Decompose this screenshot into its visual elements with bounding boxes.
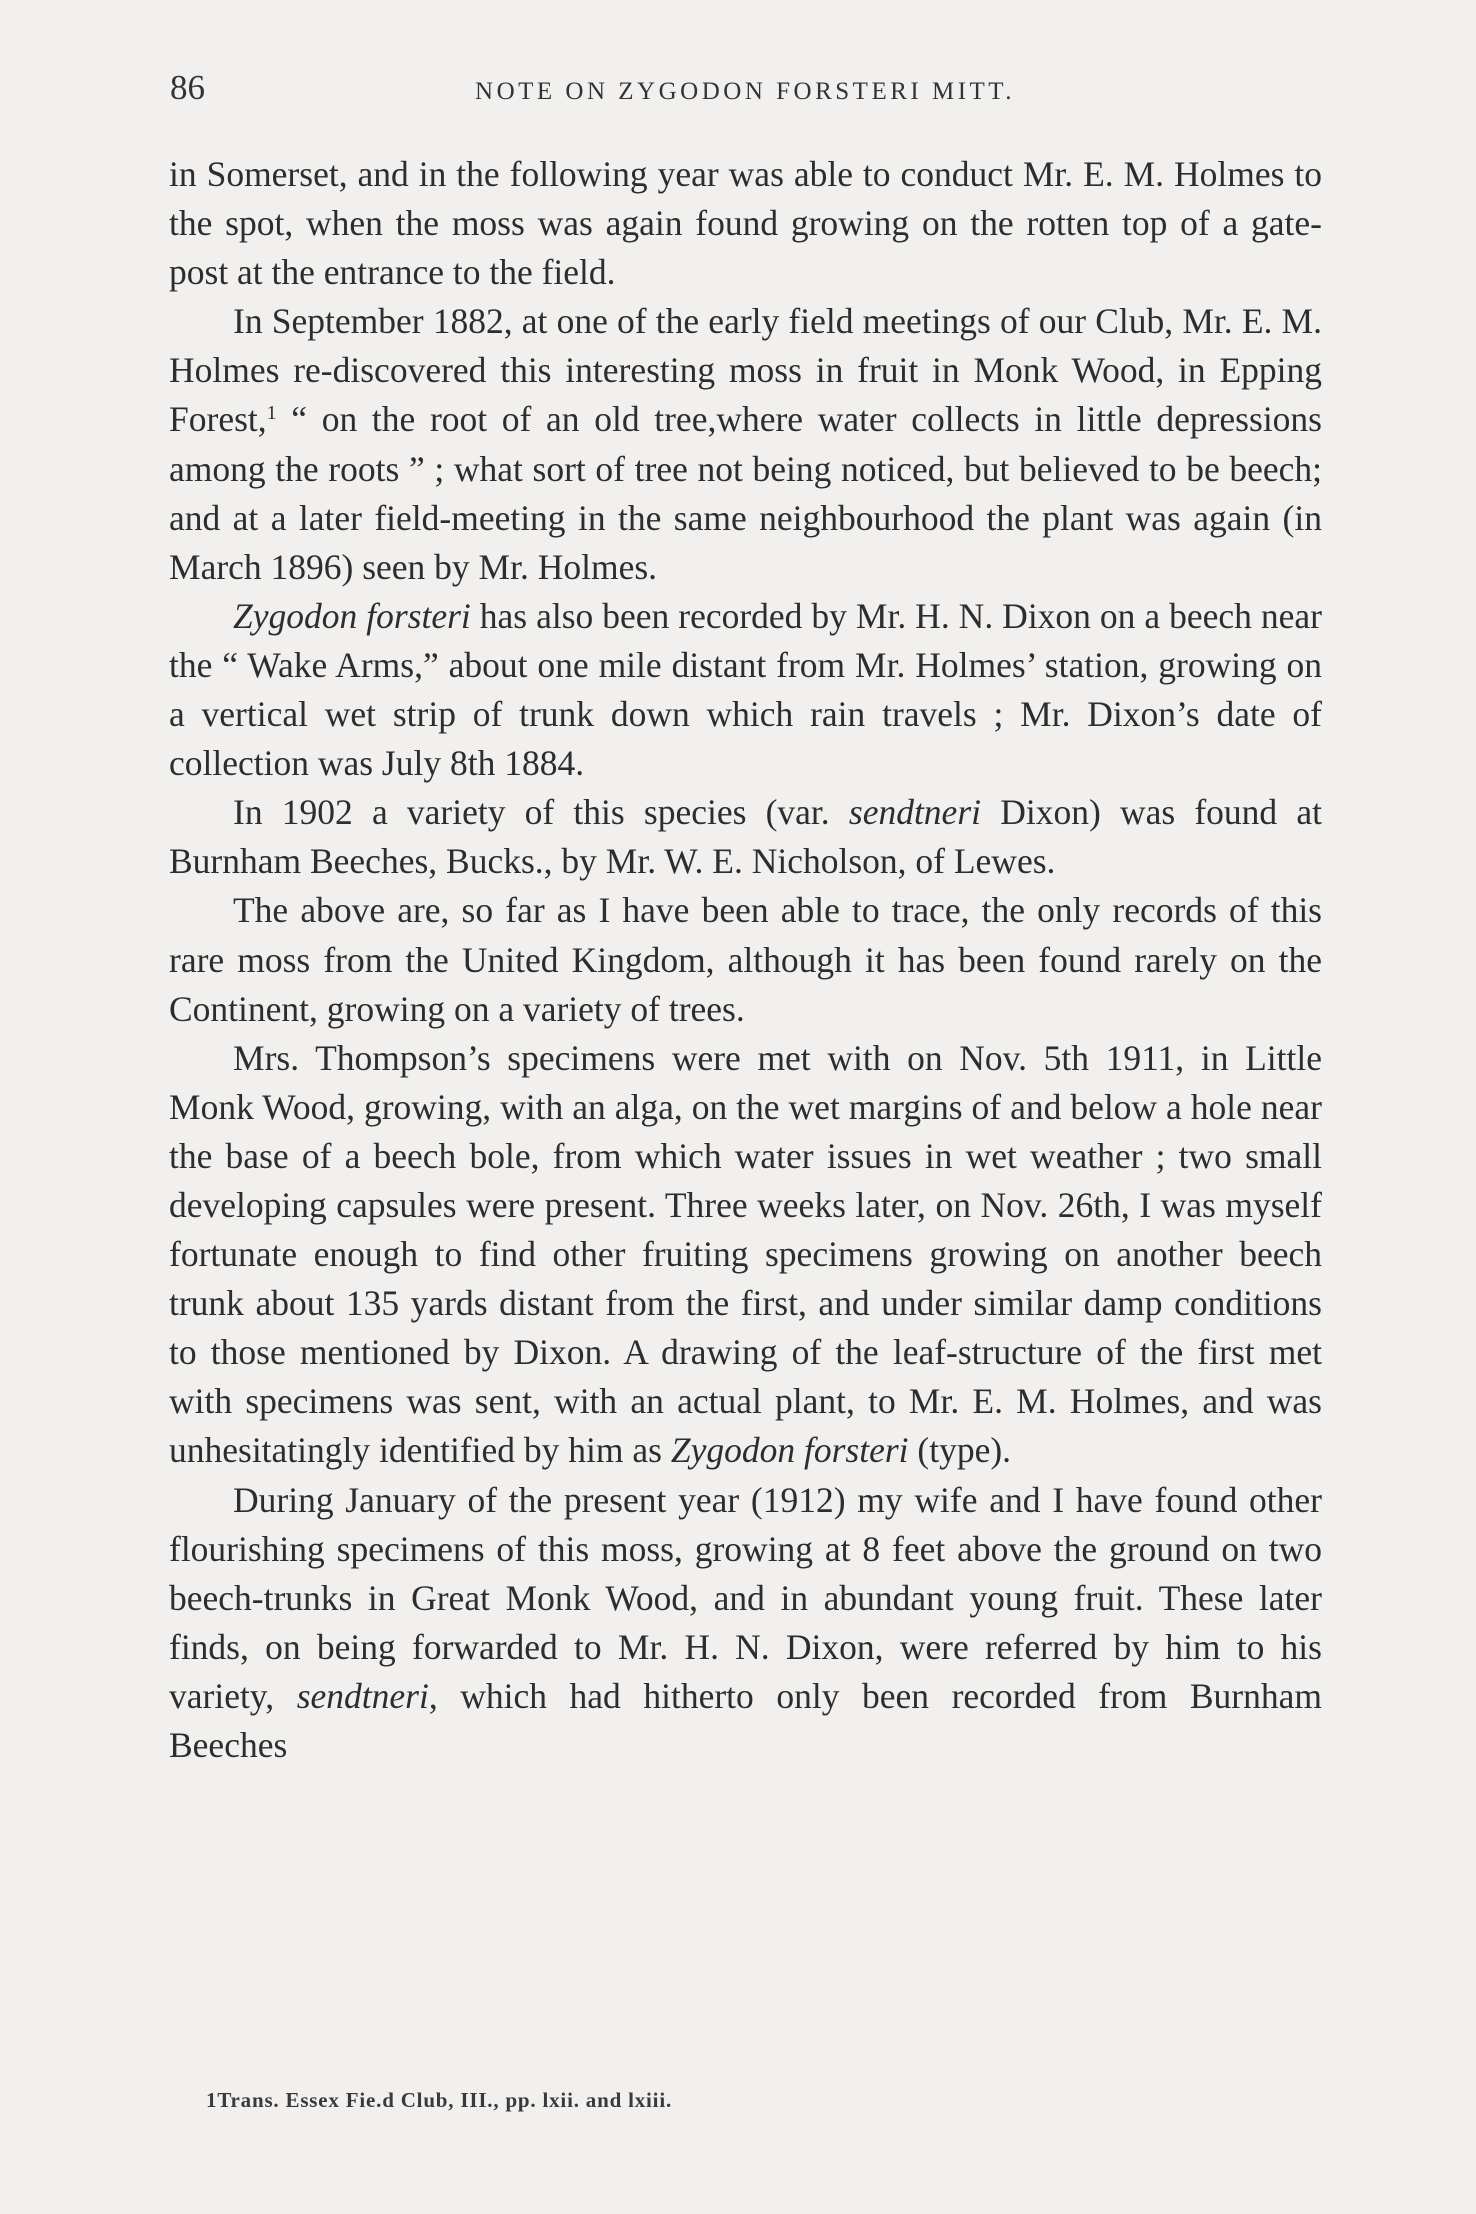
page-number: 86	[170, 68, 205, 107]
paragraph-1	[169, 150, 1322, 297]
paragraph-5	[169, 886, 1322, 1033]
paragraph-6-text: Mrs. Thompson’s specimens were met with on Nov. 5th 1911, in Little Monk Wood, growing, with an alga, on the wet margins of and below a hole near the base of a beech bole, from which water issues in wet weather ; two small developing capsules were present. Three weeks later, on Nov. 26th, I was myself fortunate enough to find other fruiting specimens growing on another beech trunk about 135 yards distant from the first, and under similar damp conditions to those mentioned by Dixon. A drawing of the leaf-structure of the first met with specimens was sent, with an actual plant, to Mr. E. M. Holmes, and was unhesitatingly identified by him as	[169, 1037, 1322, 1471]
species-name: Zygodon forsteri	[233, 595, 471, 636]
running-head	[170, 62, 1320, 112]
paragraph-3	[169, 592, 1322, 788]
paragraph-4-text: In 1902 a variety of this species (var.	[233, 792, 849, 833]
footnote	[206, 2088, 672, 2113]
running-title: NOTE ON ZYGODON FORSTERI MITT.	[475, 78, 1015, 105]
paragraph-5-text: The above are, so far as I have been able to trace, the only records of this rare moss from the United Kingdom, although it has been found rarely on the Continent, growing on a variety of trees.	[169, 890, 1322, 1029]
variety-name: sendtneri	[848, 792, 981, 833]
variety-name: sendtneri	[296, 1675, 429, 1716]
paragraph-2-text: In September 1882, at one of the early field meetings of our Club, Mr. E. M. Holmes re-discovered this interesting moss in fruit in Monk Wood, in Epping Forest,	[169, 301, 1322, 440]
paragraph-1-text: in Somerset, and in the following year was able to conduct Mr. E. M. Holmes to the spot, when the moss was again found growing on the rotten top of a gate-post at the entrance to the field.	[169, 154, 1322, 293]
paragraph-6	[169, 1034, 1322, 1476]
paragraph-6-text-end: (type).	[908, 1430, 1012, 1471]
footnote-marker: 1	[206, 2088, 218, 2112]
footnote-text: Trans. Essex Fie.d Club, III., pp. lxii. and lxiii.	[217, 2088, 673, 2112]
paragraph-7-text: During January of the present year (1912) my wife and I have found other flourishing specimens of this moss, growing at 8 feet above the ground on two beech-trunks in Great Monk Wood, and in abundant young fruit. These later finds, on being forwarded to Mr. H. N. Dixon, were referred by him to his variety,	[169, 1479, 1322, 1716]
footnote-reference: 1	[266, 402, 277, 425]
paragraph-4-text-end: Dixon) was found at Burnham Beeches, Bucks., by Mr. W. E. Nicholson, of Lewes.	[169, 792, 1322, 882]
species-name: Zygodon forsteri	[670, 1430, 909, 1471]
paragraph-2	[169, 297, 1322, 592]
paragraph-3-text: has also been recorded by Mr. H. N. Dixon on a beech near the “ Wake Arms,” about one mile distant from Mr. Holmes’ station, growing on a vertical wet strip of trunk down which rain travels ; Mr. Dixon’s date of collection was July 8th 1884.	[169, 595, 1322, 784]
paragraph-7-text-end: , which had hitherto only been recorded from Burnham Beeches	[169, 1675, 1322, 1765]
paragraph-2-quote: “ on the root of an old tree,where water collects in little depressions among the roots ” ; what sort of tree not being noticed, but believed to be beech; and at a later field-meeting in the same neighbourhood the plant was again (in March 1896) seen by Mr. Holmes.	[169, 399, 1322, 587]
body-text	[169, 150, 1322, 1770]
paragraph-7	[169, 1476, 1322, 1771]
paragraph-4	[169, 788, 1322, 886]
